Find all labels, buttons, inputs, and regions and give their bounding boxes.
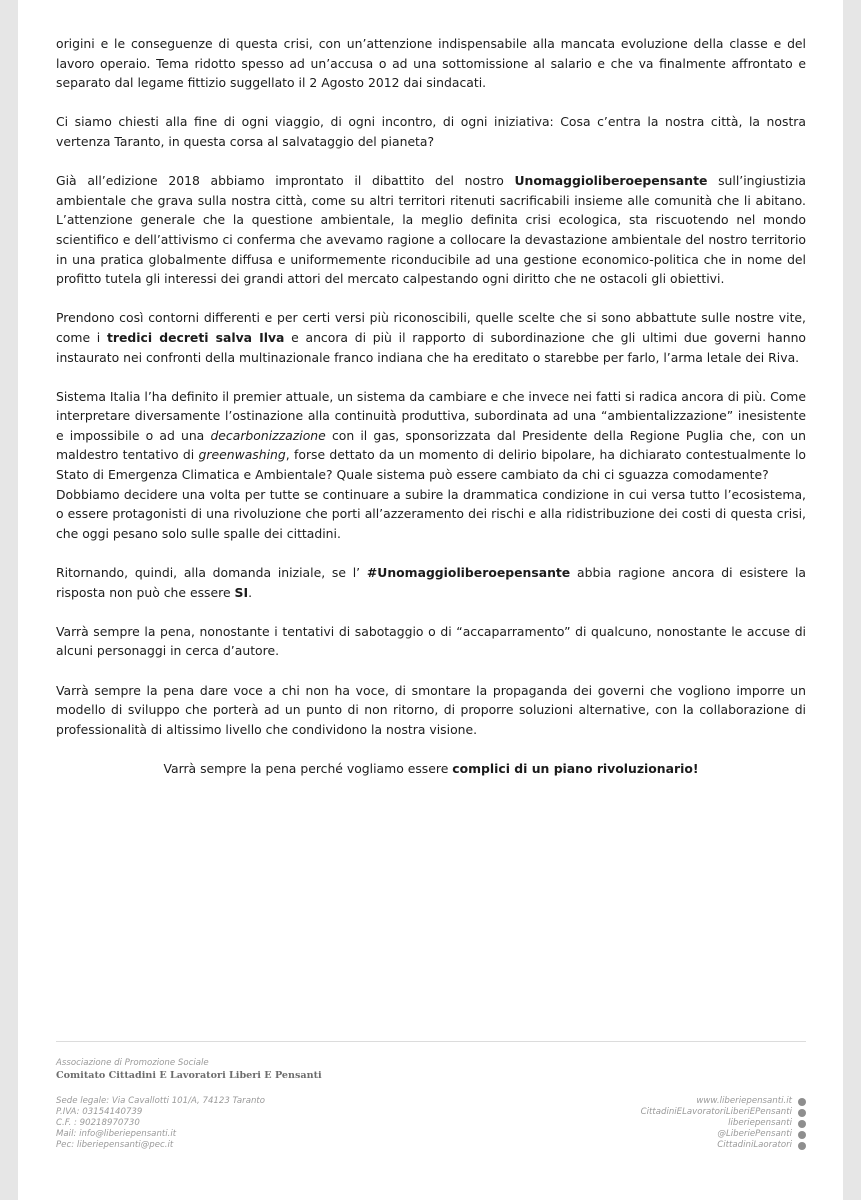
text-run: Varrà sempre la pena, nonostante i tentativi di sabotaggio o di “accaparramento” di qualcuno, nonostante le accuse di alcuni personaggi in cerca d’autore.	[56, 623, 806, 659]
address-block	[56, 1096, 265, 1151]
facebook-icon	[798, 1109, 806, 1117]
social-label: CittadiniELavoratoriLiberiEPensanti	[640, 1107, 792, 1117]
social-instagram[interactable]	[641, 1118, 806, 1129]
text-run: con il gas, sponsorizzata dal Presidente della Regione Puglia che, con un maldestro tentativo di	[56, 427, 806, 463]
social-twitter[interactable]	[641, 1129, 806, 1140]
twitter-icon	[798, 1131, 806, 1139]
text-run: Già all’edizione 2018 abbiamo improntato il dibattito del nostro	[56, 173, 515, 189]
bold-text: #Unomaggioliberoepensante	[366, 565, 571, 581]
text-run: Dobbiamo decidere una volta per tutte se continuare a subire la drammatica condizione in cui versa tutto l’ecosistema, o essere protagonisti di una rivoluzione che porti all’azzeramento dei rischi e alla ridistribuzione dei costi di questa crisi, che oggi pesano solo sulle spalle dei cittadini.	[56, 486, 806, 541]
paragraph	[56, 171, 806, 289]
globe-icon	[798, 1098, 806, 1106]
text-run: Varrà sempre la pena dare voce a chi non ha voce, di smontare la propaganda dei governi che vogliono imporre un modello di sviluppo che porterà ad un punto di non ritorno, di proporre soluzioni alternative, con la collaborazione di professionalità di altissimo livello che condividono la nostra visione.	[56, 682, 806, 737]
text-run: Ci siamo chiesti alla fine di ogni viaggio, di ogni incontro, di ogni iniziativa: Cosa c’entra la nostra città, la nostra vertenza Taranto, in questa corsa al salvataggio del pianeta?	[56, 114, 806, 149]
social-youtube[interactable]	[641, 1140, 806, 1151]
right-margin-bar	[843, 0, 861, 1200]
document-body	[56, 34, 806, 798]
association-name: Comitato Cittadini E Lavoratori Liberi E Pensanti	[56, 1070, 322, 1081]
italic-text: greenwashing	[198, 447, 286, 463]
youtube-icon	[798, 1142, 806, 1150]
letterhead-footer	[56, 1041, 806, 1151]
address-line: Sede legale: Via Cavallotti 101/A, 74123 Taranto	[56, 1096, 266, 1106]
paragraph	[56, 34, 806, 93]
social-label: liberiepensanti	[728, 1118, 792, 1128]
paragraph-closing	[56, 759, 806, 779]
left-margin-bar	[0, 0, 18, 1200]
pec-line: Pec: liberiepensanti@pec.it	[56, 1140, 174, 1150]
vat-line: P.IVA: 03154140739	[56, 1107, 143, 1117]
social-label: www.liberiepensanti.it	[696, 1096, 792, 1106]
social-label: CittadiniLaoratori	[717, 1140, 792, 1150]
text-run: Sistema Italia l’ha definito il premier attuale, un sistema da cambiare e che invece nei fatti si radica ancora di più. Come interpretare diversamente l’ostinazione alla continuità produttiva, subordinata ad una “ambientalizzazione” inesistente e impossibile o ad una	[56, 388, 806, 443]
text-run: Varrà sempre la pena perché vogliamo essere	[163, 760, 453, 776]
text-run: e ancora di più il rapporto di subordinazione che gli ultimi due governi hanno instaurato nei confronti della multinazionale franco indiana che ha ereditato o starebbe per farlo, l’arma letale dei Riva.	[56, 329, 807, 365]
text-run: .	[248, 584, 253, 600]
paragraph	[56, 563, 806, 602]
social-label: @LiberiePensanti	[717, 1129, 792, 1139]
paragraph	[56, 622, 806, 661]
bold-text: complici di un piano rivoluzionario!	[452, 760, 699, 776]
paragraph	[56, 681, 806, 740]
bold-text: Unomaggioliberoepensante	[514, 173, 708, 189]
text-run: sull’ingiustizia ambientale che grava sulla nostra città, come su altri territori ritenuti sacrificabili insieme alle comunità che li abitano. L’attenzione generale che la questione ambientale, la meglio definita crisi ecologica, sta riscuotendo nel mondo scientifico e dell’attivismo ci conferma che avevamo ragione a collocare la devastazione ambientale del nostro territorio in una pratica globalmente diffusa e uniformemente riconducibile ad una gestione economico-politica che in nome del profitto tutela gli interessi dei grandi attori del mercato calpestando ogni diritto che ne ostacoli gli obiettivi.	[56, 173, 806, 287]
text-run: , forse dettato da un momento di delirio bipolare, ha dichiarato contestualmente lo Stato di Emergenza Climatica e Ambientale? Quale sistema può essere cambiato da chi ci sguazza comodamente?	[56, 447, 806, 483]
instagram-icon	[798, 1120, 806, 1128]
social-website[interactable]	[641, 1096, 806, 1107]
bold-text: SI	[234, 584, 249, 600]
paragraph	[56, 112, 806, 151]
social-facebook[interactable]	[641, 1107, 806, 1118]
paragraph	[56, 308, 806, 367]
social-block	[641, 1096, 806, 1151]
tax-code-line: C.F. : 90218970730	[56, 1118, 140, 1128]
paragraph	[56, 387, 806, 485]
text-run: origini e le conseguenze di questa crisi, con un’attenzione indispensabile alla mancata evoluzione della classe e del lavoro operaio. Tema ridotto spesso ad un’accusa o ad una sottomissione al salario e che va finalmente affrontato e separato dal legame fittizio suggellato il 2 Agosto 2012 dai sindacati.	[56, 36, 806, 91]
text-run: Ritornando, quindi, alla domanda iniziale, se l’	[56, 565, 367, 581]
association-type: Associazione di Promozione Sociale	[56, 1058, 209, 1068]
text-run: Prendono così contorni differenti e per certi versi più riconoscibili, quelle scelte che si sono abbattute sulle nostre vite, come i	[56, 310, 806, 345]
text-run: abbia ragione ancora di esistere la risposta non può che essere	[56, 565, 806, 600]
email-line: Mail: info@liberiepensanti.it	[56, 1129, 177, 1139]
paragraph	[56, 485, 806, 544]
bold-text: tredici decreti salva Ilva	[106, 329, 285, 345]
italic-text: decarbonizzazione	[210, 427, 326, 443]
